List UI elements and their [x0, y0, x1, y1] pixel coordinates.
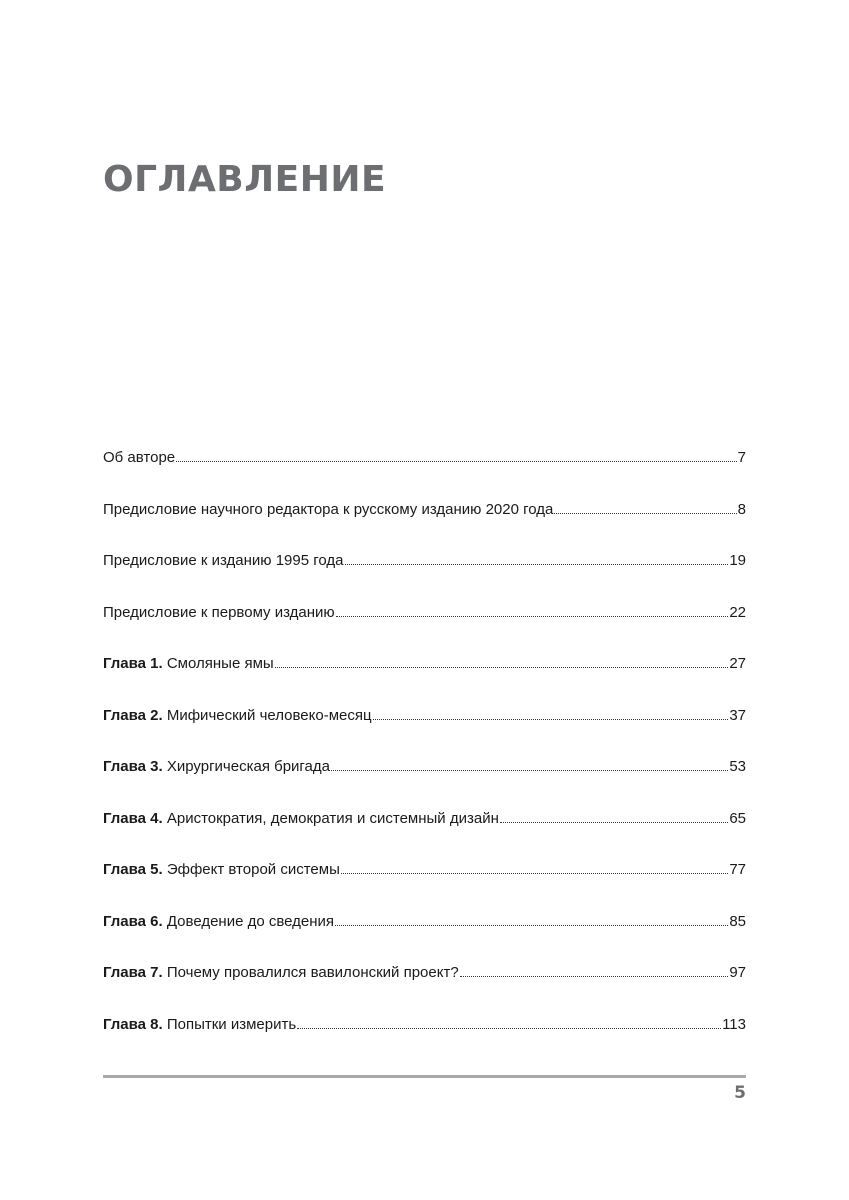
toc-entry-title — [103, 706, 372, 726]
chapter-label: Глава 2. — [103, 706, 163, 724]
dot-leader — [554, 499, 736, 514]
toc-entry-page: 53 — [729, 758, 746, 775]
toc-entry-title — [103, 912, 334, 932]
toc-entry-chapter-5[interactable] — [103, 859, 746, 911]
toc-entry-chapter-6[interactable] — [103, 911, 746, 963]
chapter-label: Глава 4. — [103, 809, 163, 827]
chapter-label: Глава 5. — [103, 861, 163, 878]
toc-entry-page: 7 — [737, 449, 746, 466]
toc-entry-page: 65 — [729, 809, 746, 827]
dot-leader — [345, 550, 729, 565]
dot-leader — [275, 653, 729, 668]
dot-leader — [176, 447, 737, 462]
toc-entry-preface-first-edition[interactable] — [103, 602, 746, 654]
toc-entry-title: Предисловие научного редактора к русскому изданию 2020 года — [103, 500, 554, 518]
toc-entry-chapter-7[interactable] — [103, 962, 746, 1014]
page-title: ОГЛАВЛЕНИЕ — [103, 159, 387, 200]
toc-entry-title — [103, 1015, 296, 1035]
chapter-title: Мифический человеко-месяц — [166, 706, 372, 724]
chapter-title: Попытки измерить — [166, 1015, 297, 1033]
dot-leader — [373, 705, 729, 720]
chapter-label: Глава 7. — [103, 964, 163, 981]
chapter-title: Эффект второй системы — [166, 861, 340, 878]
dot-leader — [335, 911, 728, 926]
chapter-title: Аристократия, демократия и системный дизайн — [166, 809, 499, 827]
toc-entry-title — [103, 963, 459, 983]
toc-entry-page: 113 — [722, 1015, 746, 1033]
toc-entry-chapter-2[interactable] — [103, 705, 746, 757]
toc-entry-page: 22 — [729, 603, 746, 621]
table-of-contents — [103, 447, 746, 1065]
chapter-title: Хирургическая бригада — [166, 758, 330, 775]
toc-entry-page: 97 — [729, 964, 746, 981]
dot-leader — [341, 859, 728, 874]
toc-entry-chapter-1[interactable] — [103, 653, 746, 705]
toc-entry-about-author[interactable] — [103, 447, 746, 499]
chapter-title: Почему провалился вавилонский проект? — [166, 964, 459, 981]
toc-entry-editor-preface-2020[interactable] — [103, 499, 746, 551]
dot-leader — [336, 602, 729, 617]
dot-leader — [331, 756, 728, 771]
dot-leader — [500, 808, 728, 823]
chapter-label: Глава 3. — [103, 758, 163, 775]
toc-entry-chapter-4[interactable] — [103, 808, 746, 860]
toc-entry-page: 85 — [729, 912, 746, 930]
toc-entry-page: 27 — [729, 655, 746, 672]
toc-entry-page: 8 — [737, 500, 746, 518]
page-number: 5 — [734, 1083, 746, 1103]
footer-divider — [103, 1075, 746, 1078]
toc-entry-chapter-3[interactable] — [103, 756, 746, 808]
toc-entry-title: Предисловие к первому изданию — [103, 603, 335, 621]
chapter-title: Доведение до сведения — [166, 912, 335, 930]
chapter-title: Смоляные ямы — [166, 655, 274, 672]
dot-leader — [460, 962, 729, 977]
chapter-label: Глава 1. — [103, 655, 163, 672]
dot-leader — [297, 1014, 721, 1029]
toc-entry-page: 77 — [729, 861, 746, 878]
toc-entry-page: 37 — [729, 706, 746, 724]
toc-entry-title — [103, 757, 330, 777]
toc-entry-preface-1995[interactable] — [103, 550, 746, 602]
toc-entry-title — [103, 809, 499, 829]
toc-entry-title: Об авторе — [103, 449, 176, 466]
toc-entry-chapter-8[interactable] — [103, 1014, 746, 1066]
toc-entry-title — [103, 860, 340, 880]
chapter-label: Глава 8. — [103, 1015, 163, 1033]
toc-entry-title — [103, 654, 274, 674]
toc-entry-page: 19 — [729, 552, 746, 569]
chapter-label: Глава 6. — [103, 912, 163, 930]
toc-entry-title: Предисловие к изданию 1995 года — [103, 552, 344, 569]
